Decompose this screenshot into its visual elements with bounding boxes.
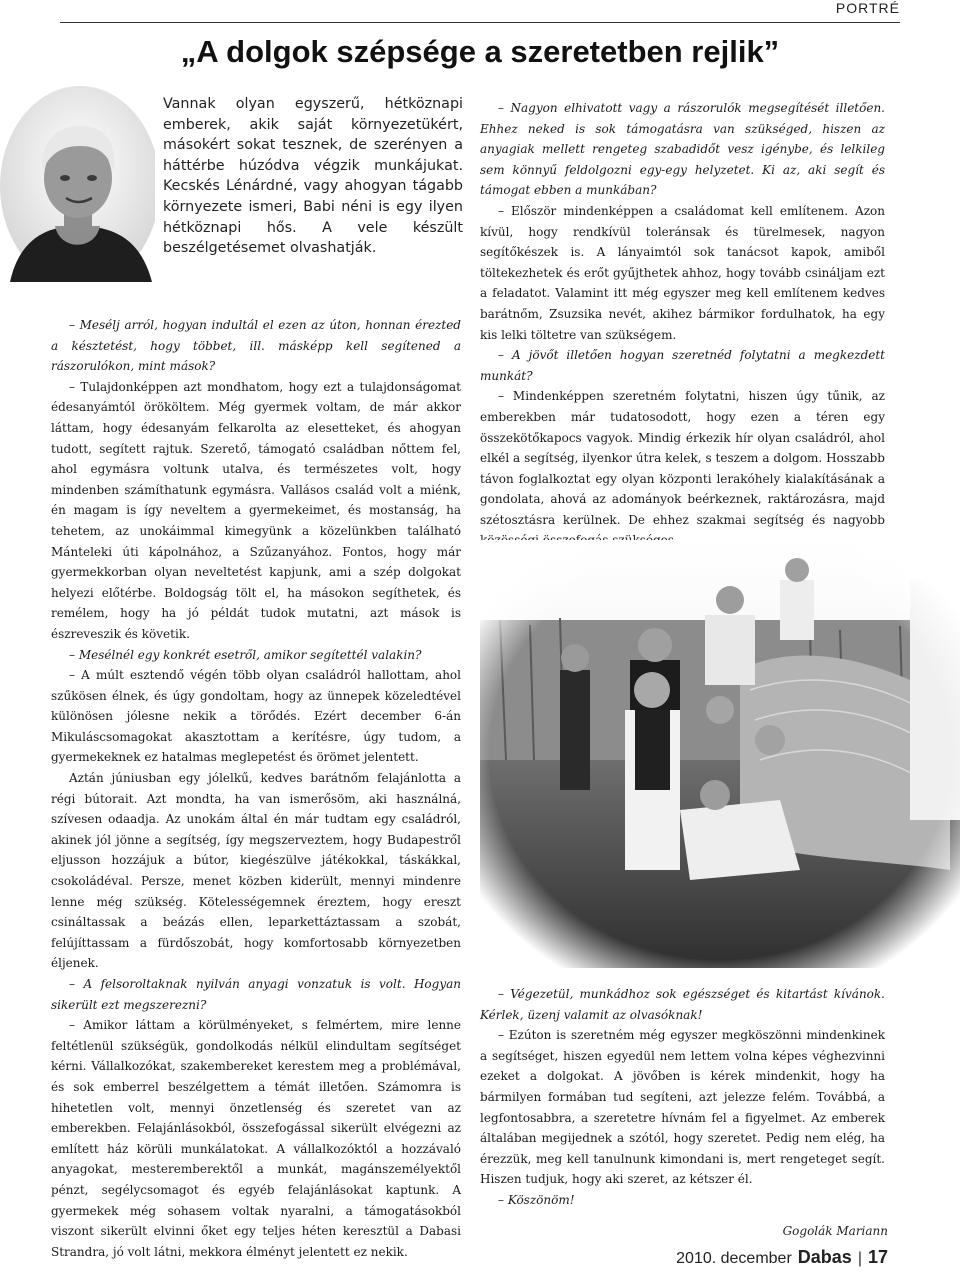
portrait-photo <box>0 86 155 282</box>
page-number: 17 <box>867 1247 888 1267</box>
question-paragraph: – A jövőt illetően hogyan szeretnéd folytatni a megkezdett munkát? <box>480 348 885 383</box>
section-label: PORTRÉ <box>835 0 900 16</box>
author-signature: Gogolák Mariann <box>782 1224 888 1238</box>
lead-paragraph: Vannak olyan egyszerű, hétköznapi emberek, akik saját környezetükért, másokért sokat tesznek, de szerényen a háttérbe húzódva végzik munkájukat. Kecskés Lénárdné, vagy ahogyan tágabb környezete ismeri, Babi néni is egy ilyen hétköznapi hős. A vele készült beszélgetésemet olvashatják. <box>163 96 463 257</box>
right-column-bottom <box>480 984 885 1211</box>
group-photo <box>480 540 960 968</box>
question-paragraph: – Köszönöm! <box>498 1192 575 1207</box>
answer-paragraph: – Tulajdonképpen azt mondhatom, hogy ezt a tulajdonságomat édesanyámtól örököltem. Még gyermek voltam, de már akkor láttam, hogy édesanyám felkarolta az elesetteket, és ahogyan tudott, segített rajtuk. Szerető, támogató családban nőttem fel, ahol egymásra voltunk utalva, és természetes volt, hogy mindenben számíthatunk egymásra. Vallásos család volt a miénk, én magam is így neveltem a gyermekeimet, és mostanság, ha tehetem, az unokáimmal kimegyünk a közelünkben található Mánteleki úti kápolnához, a Szűzanyához. Fontos, hogy már gyermekkorban olyan neveltetést kapjunk, ami a szép dolgokat helyezi előtérbe. Boldogság tölt el, ha másokon segíthetek, és remélem, hogy ha jó példát tudok mutatni, azt mások is észreveszik és követik. <box>51 379 461 641</box>
right-column-top <box>480 98 885 551</box>
article-title: „A dolgok szépsége a szeretetben rejlik” <box>180 34 780 69</box>
answer-paragraph: – Amikor láttam a körülményeket, s felmértem, mire lenne feltétlenül szükségük, gondolkodás nélkül elindultam segítséget kérni. Vállalkozókat, szakembereket kerestem meg a problémával, és sok emberrel beszélgettem a témát illetően. Számomra is hihetetlen volt, mennyi önzetlenség és szeretet van az emberekben. Felajánlásokból, összefogással sikerült elvégezni az említett ház körüli munkálatokat. A vállalkozóktól a hozzávaló anyagokat, mesteremberektől a munkát, magánszemélyektől pénzt, segélycsomagot és egyéb felajánlásokat kaptunk. A gyermekek még sohasem voltak nyaralni, a támogatásokból viszont sikerült elvinni őket egy teljes héten keresztül a Dabasi Strandra, jó volt látni, mekkora élményt jelentett ez nekik. <box>51 1018 461 1259</box>
question-paragraph: – A felsoroltaknak nyilván anyagi vonzatuk is volt. Hogyan sikerült ezt megszerezni? <box>51 977 461 1012</box>
question-paragraph: – Nagyon elhivatott vagy a rászorulók megsegítését illetően. Ehhez neked is sok támogatásra van szükséged, hiszen az anyagiak mellett rengeteg szabadidőt vesz igénybe, és lelkileg sem könnyű feldolgozni egy-egy helyzetet. Ki az, aki segít és támogat ebben a munkában? <box>480 101 885 198</box>
issue-date: 2010. december <box>676 1250 792 1267</box>
left-column <box>51 315 461 1262</box>
answer-paragraph: – Mindenképpen szeretném folytatni, hiszen úgy tűnik, az emberekben már tudatosodott, hogy ezen a téren egy összekötőkapocs vagyok. Mindig érkezik hír olyan családról, ahol elkél a segítség, ilyenkor útra kelek, s teszem a dolgom. Hosszabb távon foglalkoztat egy olyan központi lerakóhely kialakításának a gondolata, ahová az adományok beérkeznek, raktározásra, majd szétosztásra kerülnek. De ehhez szakmai segítség és nagyobb <box>480 389 885 527</box>
magazine-name: Dabas <box>797 1247 852 1267</box>
header-rule <box>60 22 900 23</box>
question-paragraph: – Mesélnél egy konkrét esetről, amikor segítettél valakin? <box>69 647 422 662</box>
answer-paragraph: – Először mindenképpen a családomat kell említenem. Azon kívül, hogy rendkívül toleránsak és türelmesek, nagyon segítőkészek is. A lányaimtól sok tanácsot kapok, amiből töltekezhetek és erőt gyűjthetek ahhoz, hogy tovább csináljam ezt a feladatot. Valamint itt még egyszer meg kell említenem kedves barátnőm, Zsuzsika nevét, akihez bármikor fordulhatok, ha egy kis lelki töltetre van szükségem. <box>480 203 885 342</box>
answer-paragraph: – A múlt esztendő végén több olyan családról hallottam, ahol szűkösen élnek, és úgy gondoltam, hogy az ünnepek közeledtével különösen jólesne nekik a törődés. Ezért december 6-án Mikuláscsomagokat akasztottam a kerítésre, úgy tudom, a gyermekeknek ez hatalmas meglepetést és örömet jelentett. <box>51 668 461 765</box>
question-paragraph: – Végezetül, munkádhoz sok egészséget és kitartást kívánok. Kérlek, üzenj valamit az olvasóknak! <box>480 987 885 1022</box>
page-footer <box>676 1247 888 1268</box>
footer-separator: | <box>857 1250 862 1267</box>
answer-paragraph: Aztán júniusban egy jólelkű, kedves barátnőm felajánlotta a régi bútorait. Azt mondta, ha van ismerősöm, aki használná, szívesen odaadja. Az unokám által én már tudtam egy családról, akinek jól jönne a segítség, így megszerveztem, hogy Budapestről eljusson hozzájuk a bútor, kiegészülve játékokkal, táskákkal, csokoládéval. Persze, menet közben kiderült, mennyi mindenre lenne még szükség. Kötelességemnek éreztem, hogy ereszt csináltassak a beázás ellen, leparkettáztassam a szobát, felújíttassam a fürdőszobát, hogy komfortosabb környezetben éljenek. <box>51 771 461 971</box>
answer-paragraph: – Ezúton is szeretném még egyszer megköszönni mindenkinek a segítséget, hiszen egyedül nem lettem volna képes véghezvinni ezeket a dolgokat. A jövőben is kérek mindenkit, hogy ha bármilyen formában tud segíteni, azt jelezze felém. Továbbá, a legfontosabbra, a szeretetre hívnám fel a figyelmet. Az emberek általában megijednek a szótól, hogy szeretet. Pedig nem elég, ha érezzük, meg kell tanulnunk kimondani is, mert rengeteget segít. Hiszen tudjuk, hogy aki szeret, az kétszer él. <box>480 1028 885 1187</box>
question-paragraph: – Mesélj arról, hogyan indultál el ezen az úton, honnan érezted a késztetést, hogy többet, ill. másképp kell segítened a rászorulókon, mint mások? <box>51 318 461 374</box>
